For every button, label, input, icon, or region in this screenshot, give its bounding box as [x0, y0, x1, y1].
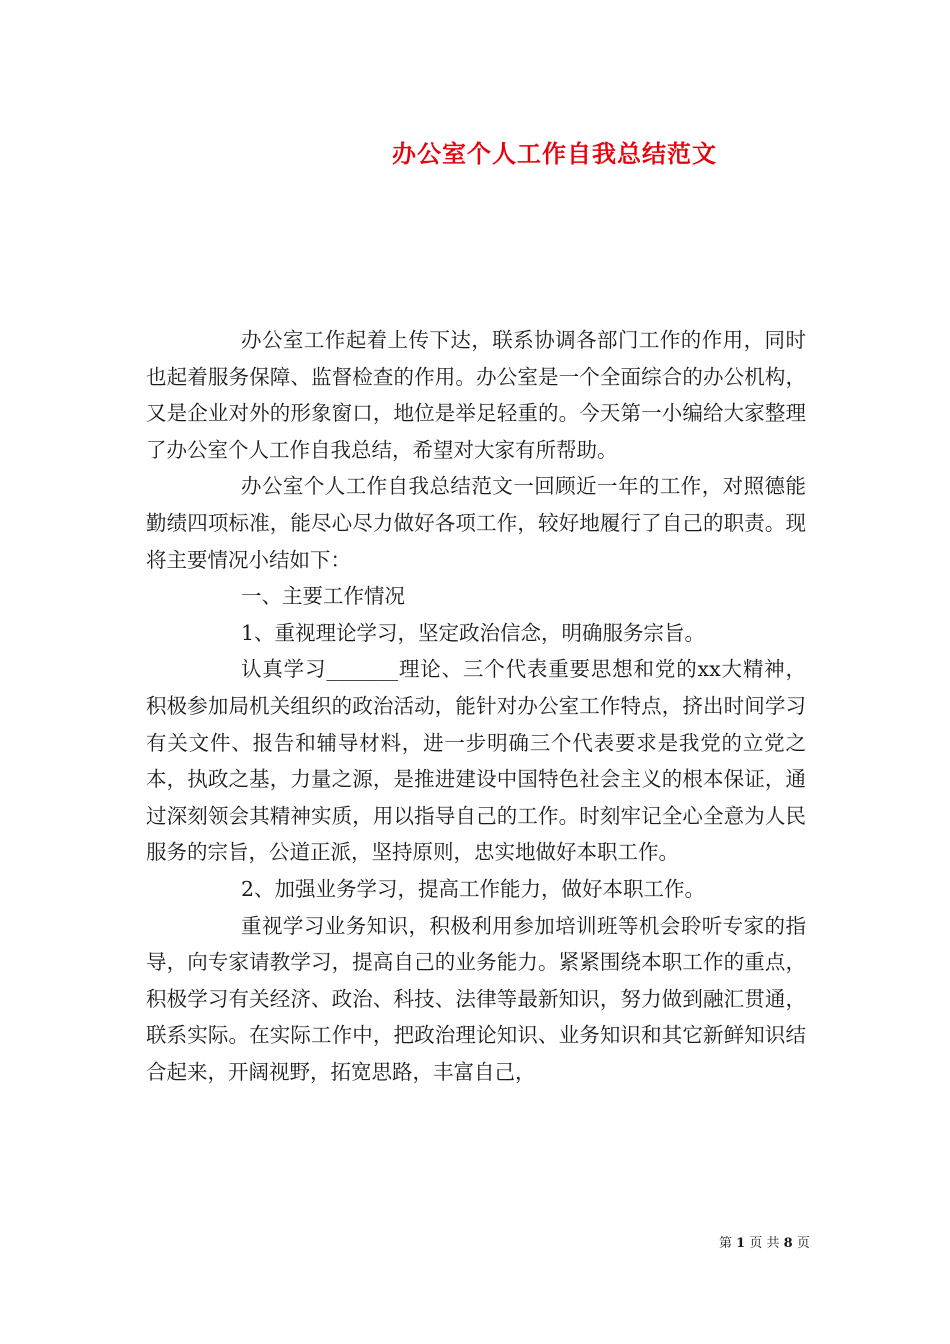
document-title: 办公室个人工作自我总结范文 [392, 139, 717, 168]
page-footer [719, 1232, 810, 1251]
footer-page-number: 1 [736, 1236, 746, 1251]
footer-suffix: 页 [796, 1236, 810, 1251]
subheading-business-study: 2、加强业务学习，提高工作能力，做好本职工作。 [241, 876, 706, 901]
footer-total-pages: 8 [783, 1236, 793, 1251]
section-heading-main-work: 一、主要工作情况 [241, 584, 405, 609]
subheading-theory-study: 1、重视理论学习，坚定政治信念，明确服务宗旨。 [241, 620, 706, 645]
paragraph-business-study: 重视学习业务知识，积极利用参加培训班等机会聆听专家的指导，向专家请教学习，提高自己的业务能力。紧紧围绕本职工作的重点，积极学习有关经济、政治、科技、法律等最新知识，努力做到融汇贯通，联系实际。在实际工作中，把政治理论知识、业务知识和其它新鲜知识结合起来，开阔视野，拓宽思路，丰富自己， [146, 913, 806, 1084]
paragraph-review: 办公室个人工作自我总结范文一回顾近一年的工作，对照德能勤绩四项标准，能尽心尽力做好各项工作，较好地履行了自己的职责。现将主要情况小结如下： [146, 474, 806, 572]
footer-prefix: 第 [719, 1236, 733, 1251]
document-body [146, 322, 806, 1090]
footer-middle: 页 共 [749, 1236, 780, 1251]
paragraph-theory-study: 认真学习_______理论、三个代表重要思想和党的xx大精神，积极参加局机关组织的政治活动，能针对办公室工作特点，挤出时间学习有关文件、报告和辅导材料，进一步明确三个代表要求是我党的立党之本，执政之基，力量之源，是推进建设中国特色社会主义的根本保证，通过深刻领会其精神实质，用以指导自己的工作。时刻牢记全心全意为人民服务的宗旨，公道正派，坚持原则，忠实地做好本职工作。 [146, 657, 806, 865]
paragraph-intro: 办公室工作起着上传下达，联系协调各部门工作的作用，同时也起着服务保障、监督检查的作用。办公室是一个全面综合的办公机构，又是企业对外的形象窗口，地位是举足轻重的。今天第一小编给大家整理了办公室个人工作自我总结，希望对大家有所帮助。 [146, 328, 806, 462]
